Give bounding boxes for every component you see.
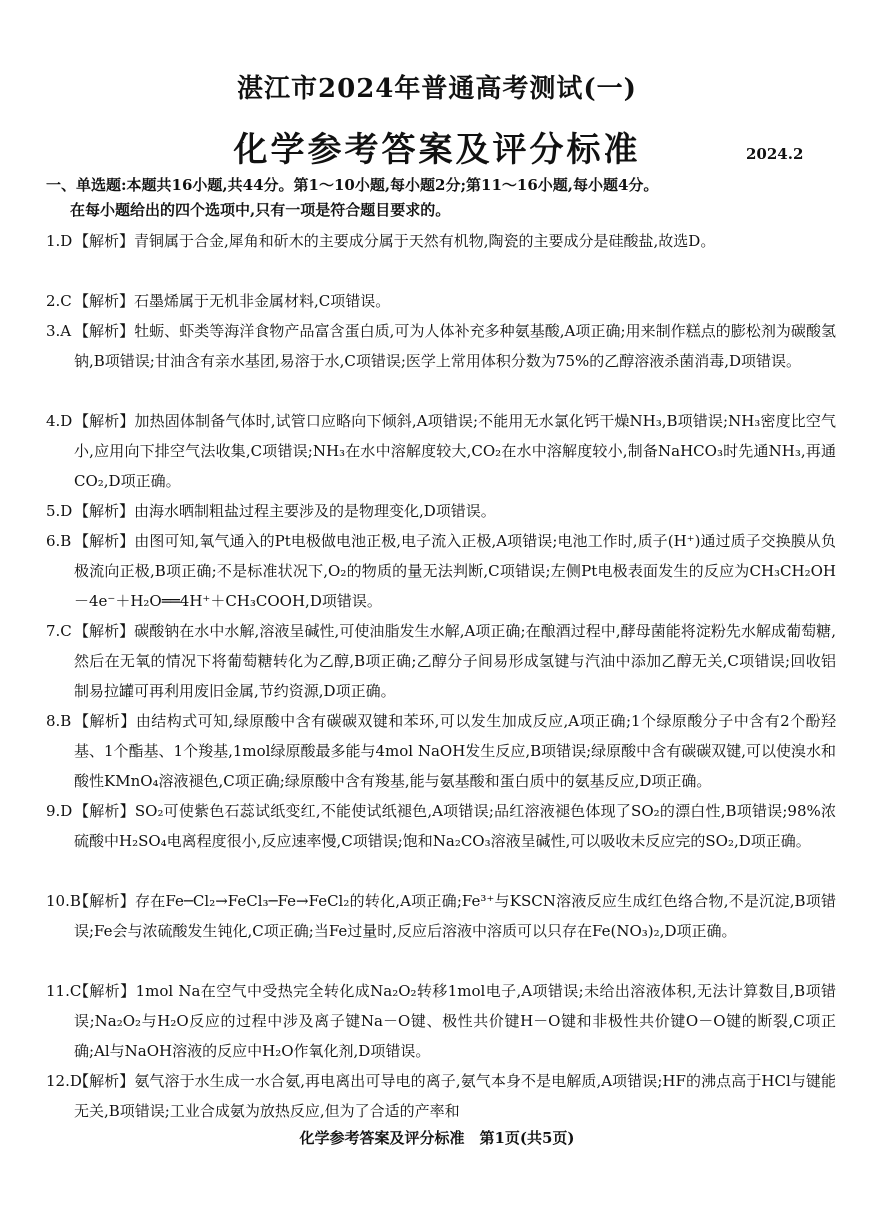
question-number: 7.C <box>46 622 72 640</box>
question-explanation: 【解析】碳酸钠在水中水解,溶液呈碱性,可使油脂发生水解,A项正确;在酿酒过程中,酵母菌能将淀粉先水解成葡萄糖,然后在无氧的情况下将葡萄糖转化为乙醇,B项正确;乙醇分子间易形成氢键与汽油中添加乙醇无关,C项错误;回收铝制易拉罐可再利用废旧金属,节约资源,D项正确。 <box>74 622 836 700</box>
question-number: 1.D <box>46 232 73 250</box>
document-date: 2024.2 <box>746 145 804 163</box>
page-footer: 化学参考答案及评分标准 第1页(共5页) <box>299 1129 575 1147</box>
exam-title: 湛江市2024年普通高考测试(一) <box>237 74 637 104</box>
question-number: 5.D <box>46 502 73 520</box>
question-explanation: 【解析】1mol Na在空气中受热完全转化成Na₂O₂转移1mol电子,A项错误;未给出溶液体积,无法计算数目,B项错误;Na₂O₂与H₂O反应的过程中涉及离子键Na－O键、极性共价键H－O键和非极性共价键O－O键的断裂,C项正确;Al与NaOH溶液的反应中H₂O作氧化剂,D项错误。 <box>74 982 836 1060</box>
question-number: 9.D <box>46 802 73 820</box>
question-explanation: 【解析】由结构式可知,绿原酸中含有碳碳双键和苯环,可以发生加成反应,A项正确;1个绿原酸分子中含有2个酚羟基、1个酯基、1个羧基,1mol绿原酸最多能与4mol NaOH发生反应,B项错误;绿原酸中含有碳碳双键,可以使溴水和酸性KMnO₄溶液褪色,C项正确;绿原酸中含有羧基,能与氨基酸和蛋白质中的氨基反应,D项正确。 <box>74 712 836 790</box>
section-line-2: 在每小题给出的四个选项中,只有一项是符合题目要求的。 <box>70 201 451 219</box>
question-explanation: 【解析】氨气溶于水生成一水合氨,再电离出可导电的离子,氨气本身不是电解质,A项错误;HF的沸点高于HCl与键能无关,B项错误;工业合成氨为放热反应,但为了合适的产率和 <box>74 1072 836 1120</box>
question-8 <box>46 706 836 796</box>
document-title: 化学参考答案及评分标准 <box>233 130 641 170</box>
question-explanation: 【解析】加热固体制备气体时,试管口应略向下倾斜,A项错误;不能用无水氯化钙干燥NH₃,B项错误;NH₃密度比空气小,应用向下排空气法收集,C项错误;NH₃在水中溶解度较大,CO₂在水中溶解度较小,制备NaHCO₃时先通NH₃,再通CO₂,D项正确。 <box>74 412 836 490</box>
question-11 <box>46 976 836 1066</box>
question-explanation: 【解析】由海水晒制粗盐过程主要涉及的是物理变化,D项错误。 <box>74 502 496 520</box>
question-number: 4.D <box>46 412 73 430</box>
question-number: 10.B <box>46 892 81 910</box>
question-number: 8.B <box>46 712 72 730</box>
question-5 <box>46 496 836 526</box>
question-explanation: 【解析】SO₂可使紫色石蕊试纸变红,不能使试纸褪色,A项错误;品红溶液褪色体现了SO₂的漂白性,B项错误;98%浓硫酸中H₂SO₄电离程度很小,反应速率慢,C项错误;饱和Na₂CO₃溶液呈碱性,可以吸收未反应完的SO₂,D项正确。 <box>74 802 836 850</box>
question-6 <box>46 526 836 616</box>
section-line-1: 一、单选题:本题共16小题,共44分。第1～10小题,每小题2分;第11～16小题,每小题4分。 <box>46 176 659 194</box>
question-explanation: 【解析】石墨烯属于无机非金属材料,C项错误。 <box>74 292 391 310</box>
question-1 <box>46 226 836 256</box>
question-3 <box>46 316 836 376</box>
question-number: 2.C <box>46 292 72 310</box>
question-4 <box>46 406 836 496</box>
question-10 <box>46 886 836 946</box>
question-9 <box>46 796 836 856</box>
question-number: 3.A <box>46 322 72 340</box>
question-12 <box>46 1066 836 1126</box>
question-number: 12.D <box>46 1072 82 1090</box>
question-2 <box>46 286 836 316</box>
question-number: 6.B <box>46 532 72 550</box>
question-explanation: 【解析】牡蛎、虾类等海洋食物产品富含蛋白质,可为人体补充多种氨基酸,A项正确;用来制作糕点的膨松剂为碳酸氢钠,B项错误;甘油含有亲水基团,易溶于水,C项错误;医学上常用体积分数为75%的乙醇溶液杀菌消毒,D项错误。 <box>74 322 836 370</box>
question-7 <box>46 616 836 706</box>
question-number: 11.C <box>46 982 82 1000</box>
question-explanation: 【解析】由图可知,氧气通入的Pt电极做电池正极,电子流入正极,A项错误;电池工作时,质子(H⁺)通过质子交换膜从负极流向正极,B项正确;不是标准状况下,O₂的物质的量无法判断,C项错误;左侧Pt电极表面发生的反应为CH₃CH₂OH－4e⁻＋H₂O══4H⁺＋CH₃COOH,D项错误。 <box>74 532 836 610</box>
question-explanation: 【解析】青铜属于合金,犀角和斫木的主要成分属于天然有机物,陶瓷的主要成分是硅酸盐,故选D。 <box>74 232 716 250</box>
question-explanation: 【解析】存在Fe─Cl₂→FeCl₃─Fe→FeCl₂的转化,A项正确;Fe³⁺与KSCN溶液反应生成红色络合物,不是沉淀,B项错误;Fe会与浓硫酸发生钝化,C项正确;当Fe过量时,反应后溶液中溶质可以只存在Fe(NO₃)₂,D项正确。 <box>74 892 836 940</box>
section-heading <box>46 173 836 223</box>
